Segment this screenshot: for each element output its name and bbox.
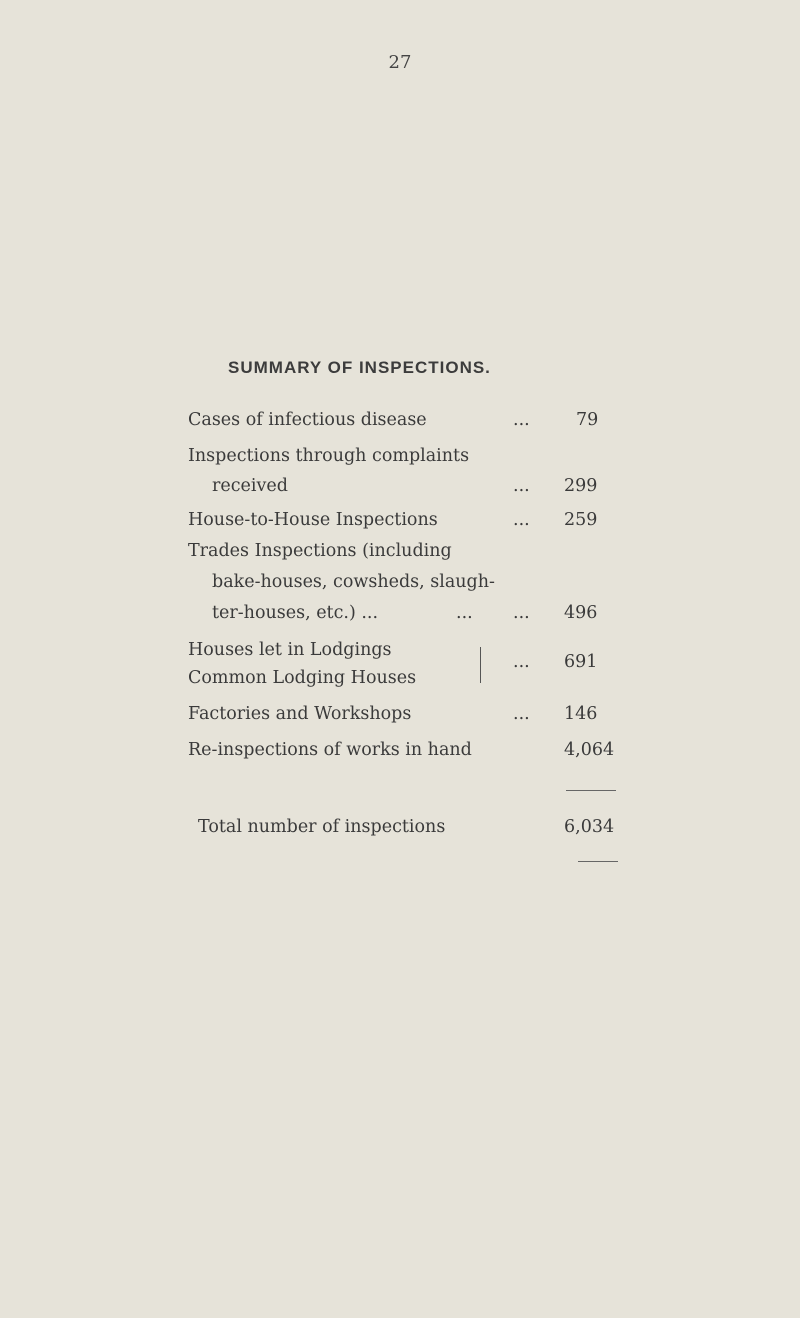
leader-dots: ... xyxy=(513,476,530,496)
row-label: Trades Inspections (including xyxy=(188,541,452,561)
row-label: Common Lodging Houses xyxy=(188,668,417,688)
row-label: bake-houses, cowsheds, slaugh- xyxy=(212,572,495,592)
leader-dots: ... xyxy=(513,652,530,672)
row-label: Factories and Workshops xyxy=(188,704,412,724)
subtotal-rule xyxy=(566,790,616,791)
row-label: ter-houses, etc.) ... xyxy=(212,603,379,623)
row-value: 146 xyxy=(564,704,598,724)
row-label: House-to-House Inspections xyxy=(188,510,438,530)
page-number: 27 xyxy=(388,52,412,73)
page-title: SUMMARY OF INSPECTIONS. xyxy=(228,358,491,377)
row-value: 299 xyxy=(564,476,598,496)
row-value: 496 xyxy=(564,603,598,623)
row-value: 4,064 xyxy=(564,740,615,760)
total-rule xyxy=(578,861,618,862)
row-label: Houses let in Lodgings xyxy=(188,640,392,660)
row-label: Inspections through complaints xyxy=(188,446,470,466)
leader-dots: ... xyxy=(513,410,530,430)
leader-dots: ... xyxy=(513,510,530,530)
row-value: 259 xyxy=(564,510,598,530)
leader-dots: ... xyxy=(513,704,530,724)
row-label: received xyxy=(212,476,288,496)
row-label: Cases of infectious disease xyxy=(188,410,427,430)
row-value: 79 xyxy=(576,410,599,430)
row-value: 691 xyxy=(564,652,598,672)
brace xyxy=(480,647,489,683)
total-value: 6,034 xyxy=(564,817,615,837)
leader-dots: ... xyxy=(513,603,530,623)
total-label: Total number of inspections xyxy=(198,817,446,837)
leader-dots: ... xyxy=(456,603,473,623)
row-label: Re-inspections of works in hand xyxy=(188,740,472,760)
